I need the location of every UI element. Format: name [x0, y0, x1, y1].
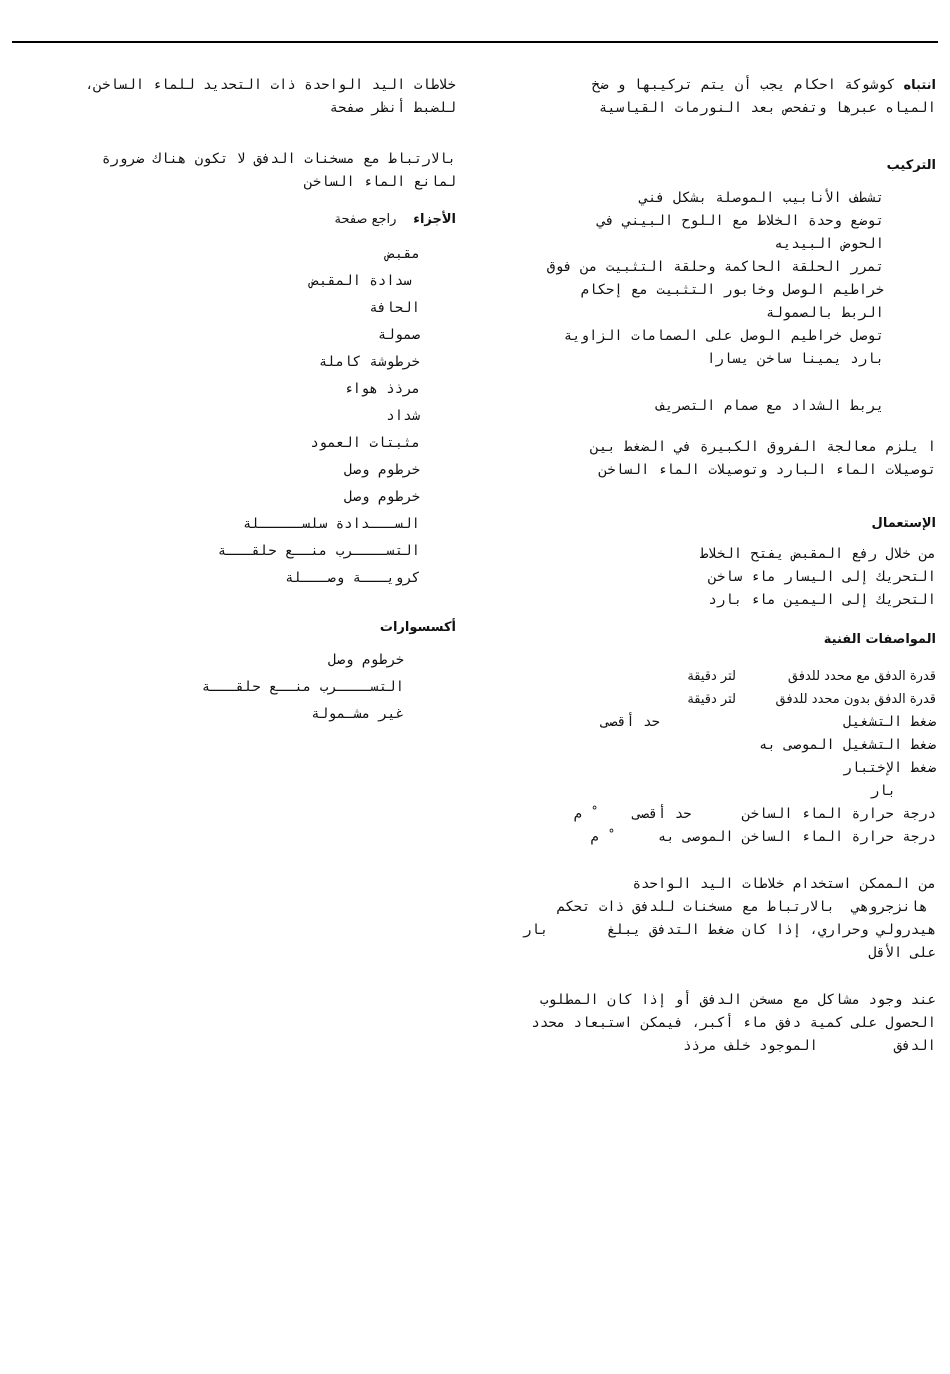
- installation-step: خراطيم الوصل وخابور التثبيت مع إحكام: [580, 282, 884, 298]
- installation-steps: [496, 187, 884, 418]
- installation-step: توصل خراطيم الوصل على الصمامات الزاوية: [563, 328, 884, 344]
- part-item: الســـدادة سلســـــلة: [242, 516, 420, 532]
- spec-row: [496, 665, 936, 688]
- drain-note: يربط الشداد مع صمام التصريف: [656, 398, 884, 414]
- spec-label: ضغط التشغيل: [843, 714, 936, 730]
- compat-line: على الأقل: [868, 945, 936, 961]
- spec-value: حد أقصى: [600, 714, 660, 730]
- accessories-heading: أكسسوارات: [379, 620, 456, 635]
- installation-step: الحوض البيديه: [774, 236, 884, 252]
- warning-label: انتباه: [903, 78, 936, 93]
- spec-row: [496, 688, 936, 711]
- part-item: سدادة المقبض: [310, 273, 420, 289]
- compat-line: هانزجروهي بالارتباط مع مسخنات للدفق ذات تحكم: [556, 899, 936, 915]
- warning-text-1: كوشوكة احكام يجب أن يتم تركيبها و ضخ: [591, 77, 896, 93]
- specs-heading: المواصفات الفنية: [823, 632, 936, 647]
- usage-line: التحريك إلى اليمين ماء بارد: [708, 592, 936, 608]
- parts-heading: الأجزاء: [413, 212, 456, 227]
- installation-step: توضع وحدة الخلاط مع اللوح البيني في: [597, 213, 884, 229]
- problem-line: الحصول على كمية دفق ماء أكبر، فيمكن استبعاد محدد: [531, 1015, 936, 1031]
- pressure-note-1: ا يلزم معالجة الفروق الكبيرة في الضغط بين: [590, 439, 936, 455]
- compat-line: من الممكن استخدام خلاطات اليد الواحدة: [632, 876, 936, 892]
- installation-step: الربط بالصمولة: [765, 305, 884, 321]
- spec-line: ضغط التشغيل الموصى به: [758, 737, 936, 753]
- right-column: [496, 74, 936, 1058]
- part-item: شداد: [386, 408, 420, 424]
- installation-step: بارد يمينا ساخن يسارا: [706, 351, 884, 367]
- usage-line: التحريك إلى اليسار ماء ساخن: [708, 569, 936, 585]
- part-item: مثبتات العمود: [310, 435, 420, 451]
- accessories-list: [36, 647, 404, 728]
- hotwater-line: بالارتباط مع مسخنات الدفق لا تكون هناك ضرورة: [101, 151, 456, 167]
- hotwater-line: لمانع الماء الساخن: [304, 174, 456, 190]
- installation-step: تمرر الحلقة الحاكمة وحلقة التثبيت من فوق: [546, 259, 884, 275]
- problem-line: الدفق الموجود خلف مرذذ: [683, 1038, 936, 1054]
- accessory-item: غير مشـمولة: [311, 706, 404, 722]
- accessory-item: خرطوم وصل: [328, 652, 404, 668]
- problem-line: عند وجود مشاكل مع مسخن الدفق أو إذا كان المطلوب: [539, 992, 936, 1008]
- part-item: الحافة: [369, 300, 420, 316]
- top-rule: [12, 41, 938, 43]
- spec-line: ضغط الإختبار: [843, 760, 936, 776]
- temp-line: درجة حرارة الماء الساخن حد أقصى ْ م: [573, 806, 936, 822]
- part-item: مقبض: [386, 246, 420, 262]
- usage-heading: الإستعمال: [871, 516, 936, 531]
- warning-line-1: [496, 74, 936, 97]
- spec-value: لتر دقيقة: [687, 669, 736, 684]
- parts-list: [36, 241, 420, 592]
- accessory-item: التســــرب منــع حلقـــة: [201, 679, 404, 695]
- spec-value: لتر دقيقة: [687, 692, 736, 707]
- parts-ref: راجع صفحة: [334, 212, 397, 227]
- left-column: [36, 74, 456, 728]
- part-item: خرطوشة كاملة: [318, 354, 420, 370]
- usage-line: من خلال رفع المقبض يفتح الخلاط: [699, 546, 936, 562]
- part-item: خرطوم وصل: [344, 462, 420, 478]
- temp-line: درجة حرارة الماء الساخن الموصى به ْ م: [590, 829, 936, 845]
- parts-heading-line: [36, 208, 456, 231]
- mixer-line: للضبط أنظر صفحة: [329, 100, 456, 116]
- spec-unit: بار: [870, 783, 896, 799]
- part-item: التســــرب منــع حلقـــة: [217, 543, 420, 559]
- compat-line: هيدرولي وحراري، إذا كان ضغط التدفق يبلغ بار: [522, 922, 936, 938]
- installation-heading: التركيب: [886, 158, 936, 173]
- mixer-line: خلاطات اليد الواحدة ذات التحديد للماء الساخن،: [85, 77, 456, 93]
- spec-row: [496, 711, 936, 734]
- warning-text-2: المياه عبرها وتفحص بعد النورمات القياسية: [598, 100, 936, 116]
- part-item: خرطوم وصل: [344, 489, 420, 505]
- part-item: صمولة: [377, 327, 420, 343]
- part-item: مرذذ هواء: [344, 381, 420, 397]
- installation-step: تشطف الأنابيب الموصلة بشكل فني: [639, 190, 884, 206]
- part-item: كرويـــة وصـــلة: [285, 570, 420, 586]
- spec-label: قدرة الدفق بدون محدد للدفق: [775, 692, 936, 707]
- spec-label: قدرة الدفق مع محدد للدفق: [787, 669, 936, 684]
- pressure-note-2: توصيلات الماء البارد وتوصيلات الماء الساخن: [598, 462, 936, 478]
